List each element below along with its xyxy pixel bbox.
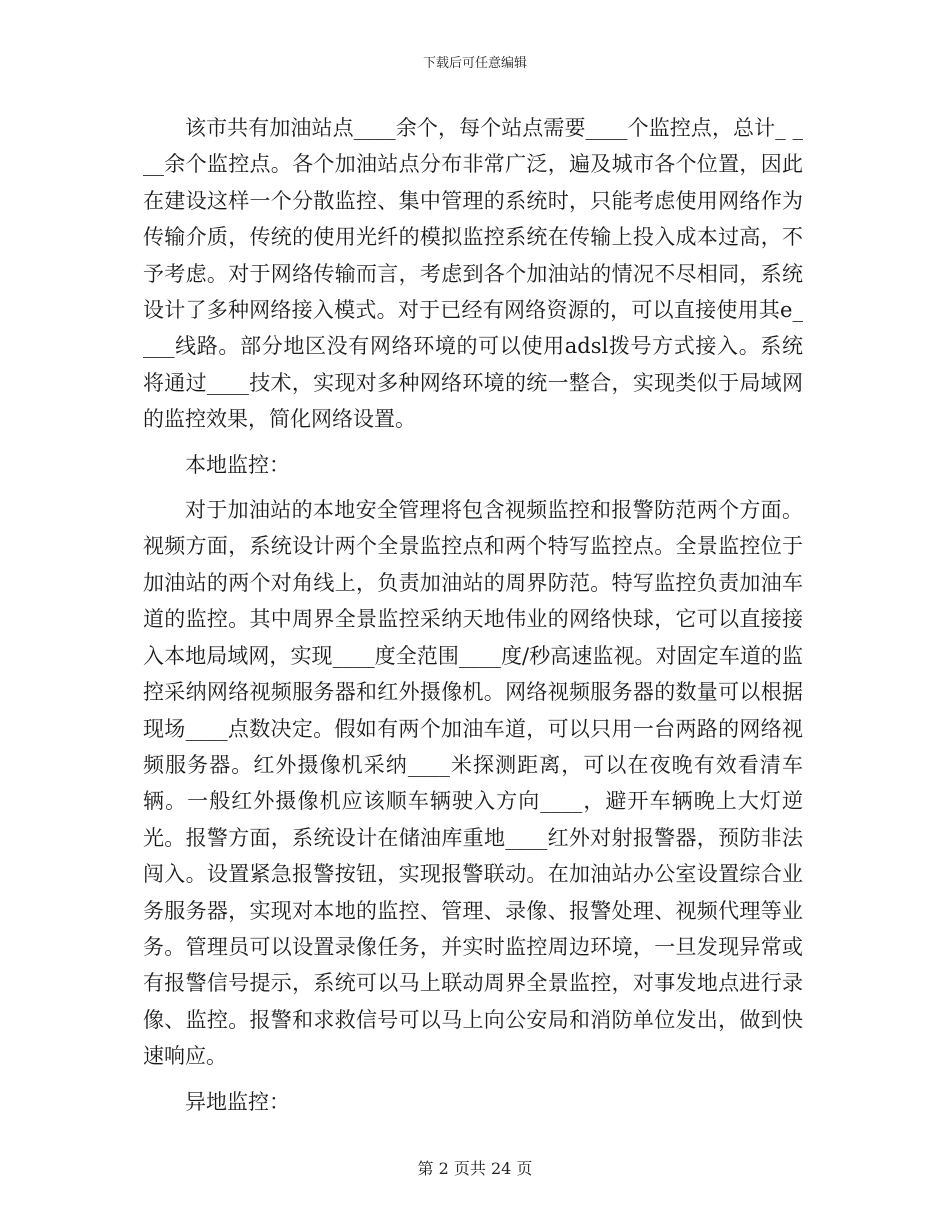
section-heading-local-monitoring: 本地监控： <box>185 452 290 477</box>
paragraph-network-overview: 该市共有加油站点____余个，每个站点需要____个监控点，总计_ ___余个监控点。各个加油站点分布非常广泛，遍及城市各个位置，因此在建设这样一个分散监控、集中管理的系统时，只能考虑使用网络作为传输介质，传统的使用光纤的模拟监控系统在传输上投入成本过高，不予考虑。对于网络传输而言，考虑到各个加油站的情况不尽相同，系统设计了多种网络接入模式。对于已经有网络资源的，可以直接使用其e____线路。部分地区没有网络环境的可以使用adsl拨号方式接入。系统将通过____技术，实现对多种网络环境的统一整合，实现类似于局域网的监控效果，简化网络设置。 <box>143 116 803 432</box>
section-heading-remote-monitoring: 异地监控： <box>185 1089 290 1114</box>
page-header-note: 下载后可任意编辑 <box>422 56 527 71</box>
page-number-footer: 第 2 页共 24 页 <box>417 1159 533 1178</box>
paragraph-local-monitoring: 对于加油站的本地安全管理将包含视频监控和报警防范两个方面。视频方面，系统设计两个全景监控点和两个特写监控点。全景监控位于加油站的两个对角线上，负责加油站的周界防范。特写监控负责加油车道的监控。其中周界全景监控采纳天地伟业的网络快球，它可以直接接入本地局域网，实现____度全范围____度/秒高速监视。对固定车道的监控采纳网络视频服务器和红外摄像机。网络视频服务器的数量可以根据现场____点数决定。假如有两个加油车道，可以只用一台两路的网络视频服务器。红外摄像机采纳____米探测距离，可以在夜晚有效看清车辆。一般红外摄像机应该顺车辆驶入方向____，避开车辆晚上大灯逆光。报警方面，系统设计在储油库重地____红外对射报警器，预防非法闯入。设置紧急报警按钮，实现报警联动。在加油站办公室设置综合业务服务器，实现对本地的监控、管理、录像、报警处理、视频代理等业务。管理员可以设置录像任务，并实时监控周边环境，一旦发现异常或有报警信号提示，系统可以马上联动周界全景监控，对事发地点进行录像、监控。报警和求救信号可以马上向公安局和消防单位发出，做到快速响应。 <box>143 498 803 1069</box>
document-body <box>143 110 803 1129</box>
